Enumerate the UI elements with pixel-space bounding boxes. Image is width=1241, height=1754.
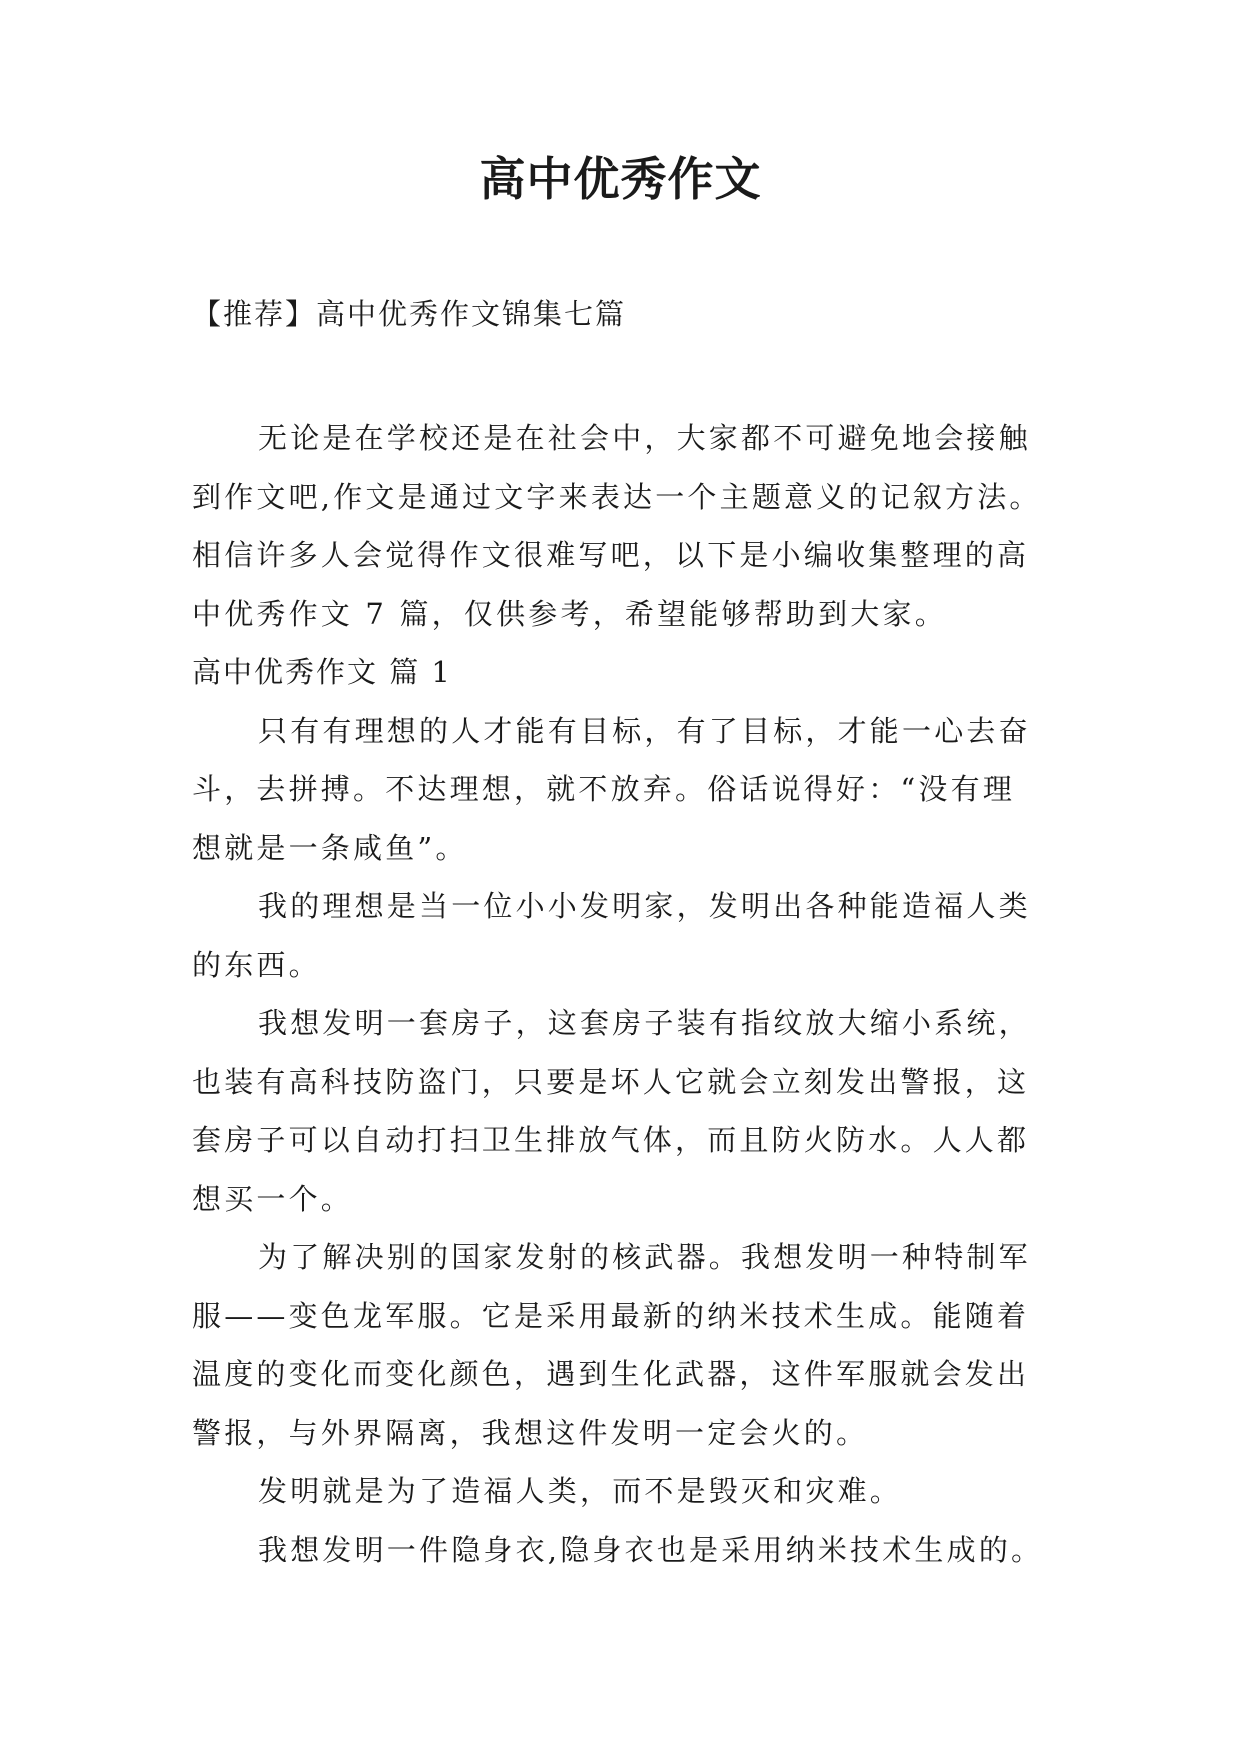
body-line: 的东西。 — [192, 947, 321, 982]
body-line: 也装有高科技防盗门，只要是坏人它就会立刻发出警报，这 — [192, 1064, 1030, 1099]
body-line: 发明就是为了造福人类，而不是毁灭和灾难。 — [258, 1474, 903, 1508]
document-body — [192, 409, 1060, 1579]
body-line: 相信许多人会觉得作文很难写吧，以下是小编收集整理的高 — [192, 538, 1030, 572]
body-line: 到作文吧,作文是通过文字来表达一个主题意义的记叙方法。 — [192, 479, 1042, 514]
body-line: 服——变色龙军服。它是采用最新的纳米技术生成。能随着 — [192, 1298, 1030, 1333]
body-line: 套房子可以自动打扫卫生排放气体，而且防火防水。人人都 — [192, 1123, 1030, 1157]
section-heading: 高中优秀作文 篇 1 — [192, 655, 452, 689]
body-line: 温度的变化而变化颜色，遇到生化武器，这件军服就会发出 — [192, 1357, 1030, 1391]
body-line: 警报，与外界隔离，我想这件发明一定会火的。 — [192, 1415, 869, 1450]
body-line: 为了解决别的国家发射的核武器。我想发明一种特制军 — [258, 1240, 1031, 1274]
body-line: 只有有理想的人才能有目标，有了目标，才能一心去奋 — [258, 713, 1031, 748]
body-line: 我想发明一件隐身衣,隐身衣也是采用纳米技术生成的。 — [258, 1532, 1044, 1567]
body-line: 无论是在学校还是在社会中，大家都不可避免地会接触 — [258, 421, 1031, 455]
body-line: 斗，去拼搏。不达理想，就不放弃。俗话说得好：“没有理 — [192, 772, 1016, 806]
body-line: 想买一个。 — [192, 1181, 354, 1216]
body-line: 想就是一条咸鱼”。 — [192, 830, 468, 865]
body-line: 我的理想是当一位小小发明家，发明出各种能造福人类 — [258, 889, 1031, 923]
document-subtitle: 【推荐】高中优秀作文锦集七篇 — [192, 297, 627, 331]
body-line: 中优秀作文 7 篇，仅供参考，希望能够帮助到大家。 — [192, 596, 947, 631]
document-title: 高中优秀作文 — [479, 152, 762, 206]
body-line: 我想发明一套房子，这套房子装有指纹放大缩小系统， — [258, 1006, 1031, 1040]
